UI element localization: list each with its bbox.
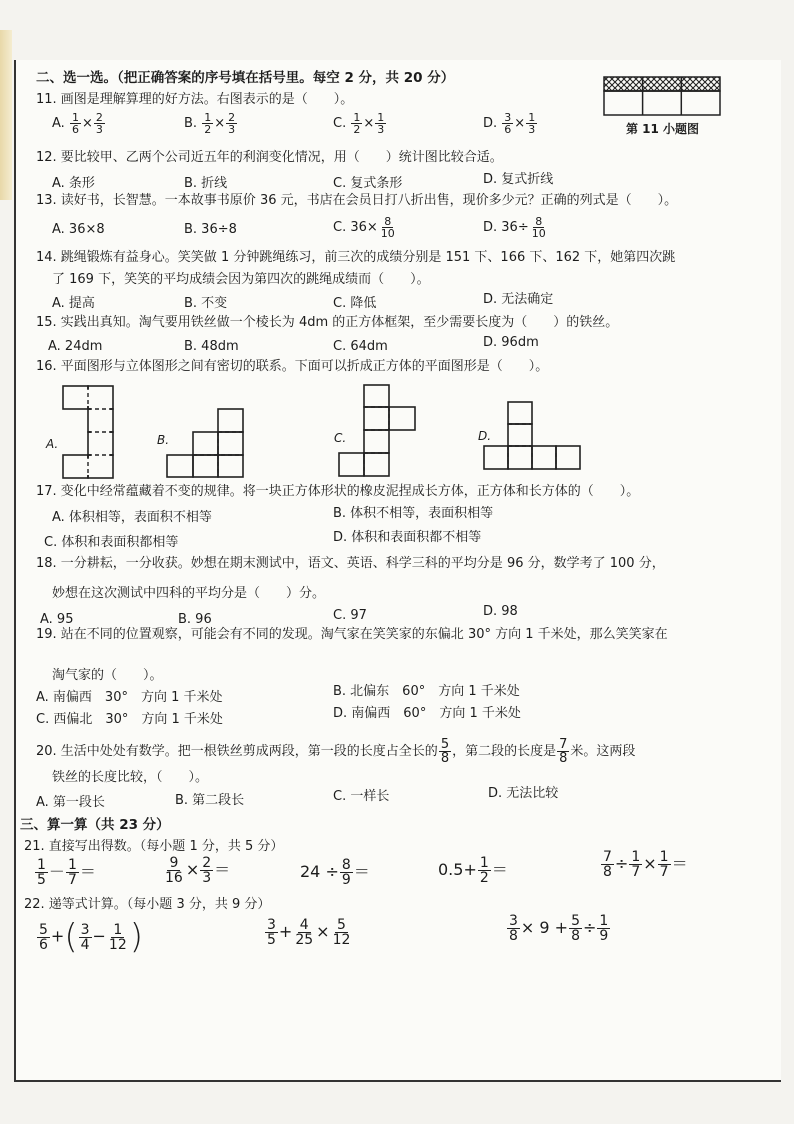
q20-option-d[interactable]: D. 无法比较 xyxy=(488,786,559,801)
q14-option-a[interactable]: A. 提高 xyxy=(52,296,95,311)
q12-option-d[interactable]: D. 复式折线 xyxy=(483,172,554,187)
q20-option-b[interactable]: B. 第二段长 xyxy=(175,793,245,808)
q15-option-d[interactable]: D. 96dm xyxy=(483,335,539,350)
q13-option-b[interactable]: B. 36÷8 xyxy=(184,222,237,237)
q14-option-c[interactable]: C. 降低 xyxy=(333,296,377,311)
q16-option-d-label[interactable]: D. xyxy=(478,429,492,443)
q18-option-c[interactable]: C. 97 xyxy=(333,608,367,623)
q20-stem-line1: 20. 生活中处处有数学。把一根铁丝剪成两段，第一段的长度占全长的 $\frac{5}{8}$ ，第二段的长度是 $\frac{7}{8}$ 米。这两段 xyxy=(36,737,636,766)
q20-option-c[interactable]: C. 一样长 xyxy=(333,789,390,804)
q11-option-c[interactable]: C. $\frac{1}{2}$ × $\frac{1}{3}$ xyxy=(333,111,385,136)
q15-option-c[interactable]: C. 64dm xyxy=(333,339,388,354)
q16-option-a-label[interactable]: A. xyxy=(46,437,59,451)
q11-stem: 11. 画图是理解算理的好方法。右图表示的是（ ）。 xyxy=(36,92,354,107)
q19-stem-line1: 19. 站在不同的位置观察，可能会有不同的发现。淘气家在笑笑家的东偏北 30° 方向 1 千米处，那么笑笑家在 xyxy=(36,627,668,642)
q11-figure-caption: 第 11 小题图 xyxy=(626,122,700,136)
q16-option-c-label[interactable]: C. xyxy=(334,431,347,445)
q17-stem: 17. 变化中经常蕴藏着不变的规律。将一块正方体形状的橡皮泥捏成长方体，正方体和长方体的（ ）。 xyxy=(36,484,640,499)
q16-net-b[interactable] xyxy=(166,408,244,478)
q20-stem-line2: 铁丝的长度比较，（ ）。 xyxy=(52,770,209,785)
q13-stem: 13. 读好书，长智慧。一本故事书原价 36 元，书店在会员日打八折出售，现价多少元？正确的列式是（ ）。 xyxy=(36,193,678,208)
q16-stem: 16. 平面图形与立体图形之间有密切的联系。下面可以折成正方体的平面图形是（ ）。 xyxy=(36,359,549,374)
q16-net-a[interactable] xyxy=(62,385,114,480)
q15-option-b[interactable]: B. 48dm xyxy=(184,339,239,354)
q19-option-c[interactable]: C. 西偏北 30° 方向 1 千米处 xyxy=(36,712,223,727)
paper-edge xyxy=(0,30,12,200)
section-title: 二、选一选。（把正确答案的序号填在括号里。每空 2 分，共 20 分） xyxy=(36,70,455,86)
q14-stem-line1: 14. 跳绳锻炼有益身心。笑笑做 1 分钟跳绳练习，前三次的成绩分别是 151 下、166 下、162 下，她第四次跳 xyxy=(36,250,676,265)
q19-stem-line2: 淘气家的（ ）。 xyxy=(52,668,163,683)
q22-expr-2: $\frac{3}{5}$ + $\frac{4}{25}$ × $\frac{5}{12}$ xyxy=(267,917,351,948)
q16-net-c[interactable] xyxy=(338,384,416,477)
q14-option-d[interactable]: D. 无法确定 xyxy=(483,292,554,307)
q14-option-b[interactable]: B. 不变 xyxy=(184,296,228,311)
q16-net-d[interactable] xyxy=(483,401,583,471)
q22-expr-3: $\frac{3}{8}$ × 9 + $\frac{5}{8}$ ÷ $\frac{1}{9}$ xyxy=(509,913,609,944)
q12-stem: 12. 要比较甲、乙两个公司近五年的利润变化情况，用（ ）统计图比较合适。 xyxy=(36,150,503,165)
q12-option-c[interactable]: C. 复式条形 xyxy=(333,176,403,191)
q22-stem: 22. 递等式计算。（每小题 3 分，共 9 分） xyxy=(24,897,271,912)
q18-option-d[interactable]: D. 98 xyxy=(483,604,518,619)
q18-option-a[interactable]: A. 95 xyxy=(40,612,74,627)
q19-option-d[interactable]: D. 南偏西 60° 方向 1 千米处 xyxy=(333,706,521,721)
q18-stem-line1: 18. 一分耕耘，一分收获。妙想在期末测试中，语文、英语、科学三科的平均分是 96 分，数学考了 100 分， xyxy=(36,556,665,571)
q11-figure xyxy=(603,76,721,116)
q16-option-b-label[interactable]: B. xyxy=(157,433,170,447)
q13-option-d[interactable]: D. 36÷ $\frac{8}{10}$ xyxy=(483,215,546,240)
q21-stem: 21. 直接写出得数。（每小题 1 分，共 5 分） xyxy=(24,839,284,854)
q13-option-a[interactable]: A. 36×8 xyxy=(52,222,105,237)
q11-option-d[interactable]: D. $\frac{3}{6}$ × $\frac{1}{3}$ xyxy=(483,111,536,136)
q13-option-c[interactable]: C. 36× $\frac{8}{10}$ xyxy=(333,215,395,240)
q18-stem-line2: 妙想在这次测试中四科的平均分是（ ）分。 xyxy=(52,586,326,601)
q11-option-b[interactable]: B. $\frac{1}{2}$ × $\frac{2}{3}$ xyxy=(184,111,236,136)
q20-option-a[interactable]: A. 第一段长 xyxy=(36,795,105,810)
q19-option-b[interactable]: B. 北偏东 60° 方向 1 千米处 xyxy=(333,684,520,699)
q22-expr-1: $\frac{5}{6}$ +( $\frac{3}{4}$ − $\frac{1}{12}$ ) xyxy=(39,917,144,957)
q17-option-a[interactable]: A. 体积相等，表面积不相等 xyxy=(52,510,212,525)
q21-expr-1: $\frac{1}{5}$ － $\frac{1}{7}$ ＝ xyxy=(37,857,96,888)
q18-option-b[interactable]: B. 96 xyxy=(178,612,212,627)
q14-stem-line2: 了 169 下，笑笑的平均成绩会因为第四次的跳绳成绩而（ ）。 xyxy=(52,272,430,287)
q15-option-a[interactable]: A. 24dm xyxy=(48,339,103,354)
q21-expr-3: 24 ÷ $\frac{8}{9}$ ＝ xyxy=(300,857,370,888)
q17-option-c[interactable]: C. 体积和表面积都相等 xyxy=(44,535,179,550)
q17-option-d[interactable]: D. 体积和表面积都不相等 xyxy=(333,530,482,545)
q12-option-b[interactable]: B. 折线 xyxy=(184,176,228,191)
q15-stem: 15. 实践出真知。淘气要用铁丝做一个棱长为 4dm 的正方体框架，至少需要长度为（ ）的铁丝。 xyxy=(36,315,619,330)
q21-expr-4: 0.5+ $\frac{1}{2}$ ＝ xyxy=(438,855,508,886)
section3-title: 三、算一算（共 23 分） xyxy=(20,817,170,833)
q17-option-b[interactable]: B. 体积不相等，表面积相等 xyxy=(333,506,494,521)
q11-option-a[interactable]: A. $\frac{1}{6}$ × $\frac{2}{3}$ xyxy=(52,111,103,136)
q12-option-a[interactable]: A. 条形 xyxy=(52,176,95,191)
q21-expr-2: $\frac{9}{16}$ × $\frac{2}{3}$ ＝ xyxy=(165,855,231,886)
q19-option-a[interactable]: A. 南偏西 30° 方向 1 千米处 xyxy=(36,690,223,705)
q21-expr-5: $\frac{7}{8}$ ÷ $\frac{1}{7}$ × $\frac{1}{7}$ ＝ xyxy=(603,849,688,880)
